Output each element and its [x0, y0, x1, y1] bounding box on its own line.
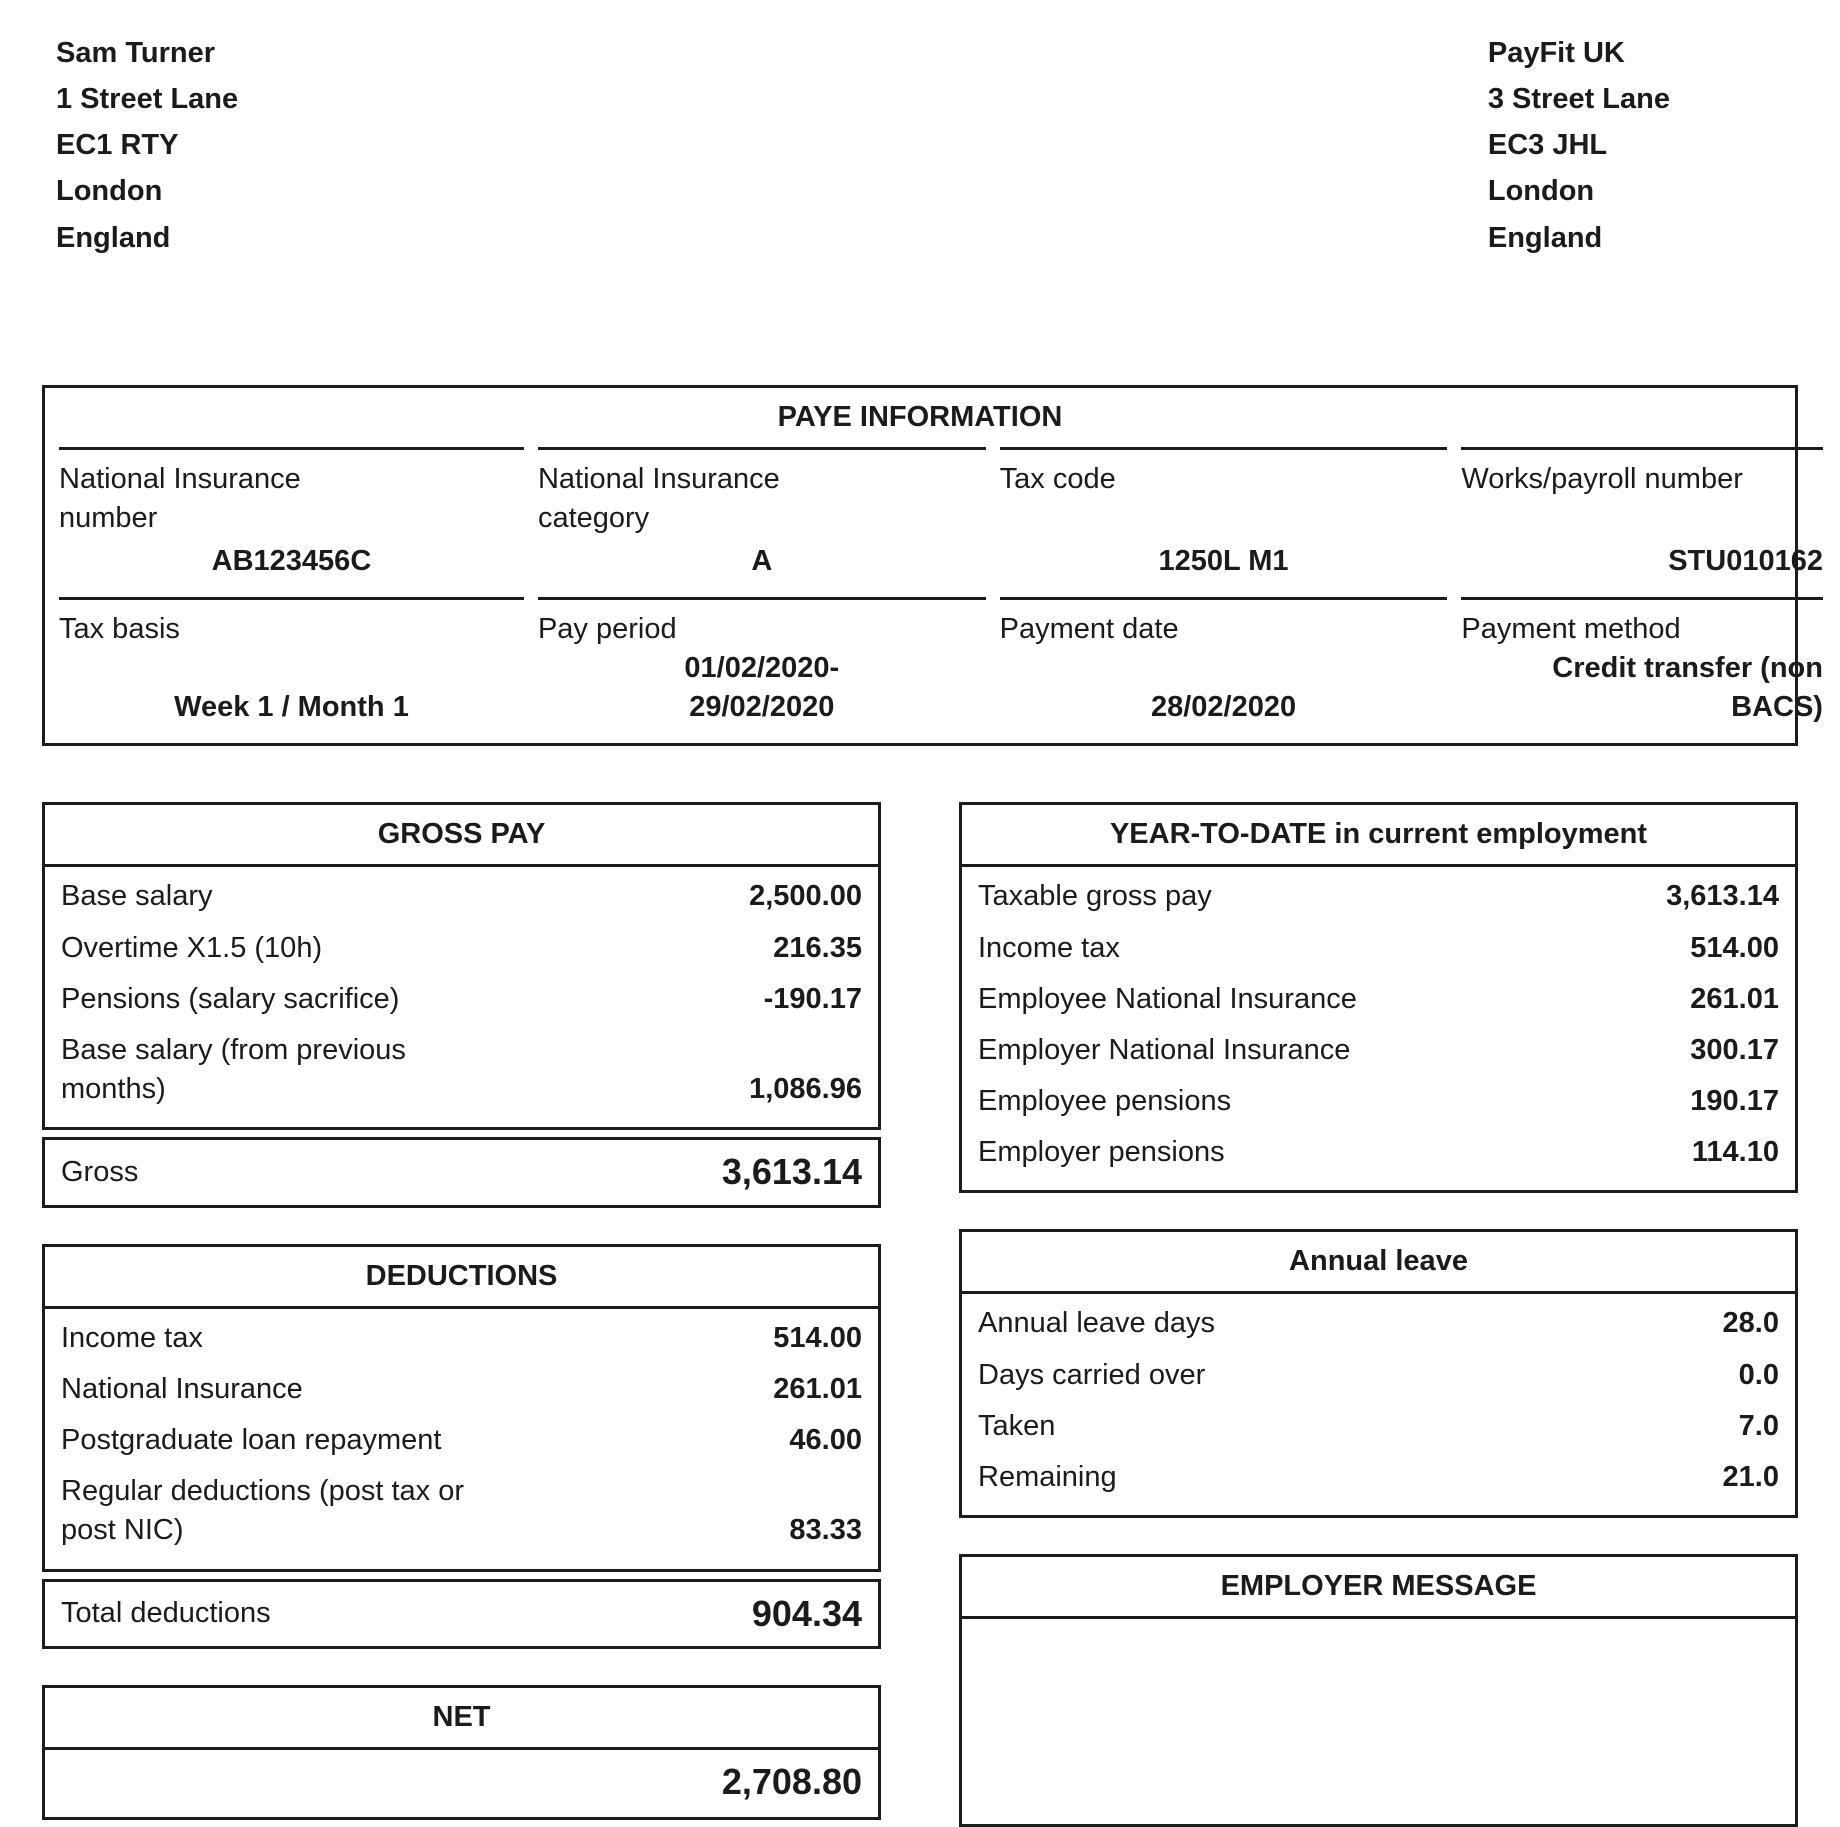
paye-field-label: Tax basis [59, 612, 180, 645]
net-title: NET [45, 1688, 878, 1750]
employer-postcode: EC3 JHL [1487, 129, 1608, 162]
row-label: Base salary [61, 880, 213, 913]
body-columns [42, 802, 1798, 1827]
gross-pay-title: GROSS PAY [45, 805, 878, 867]
paye-field-label: National Insurance category [537, 462, 780, 534]
annual-leave-title: Annual leave [962, 1232, 1795, 1294]
table-row [978, 1298, 1779, 1349]
employer-address [1488, 34, 1670, 265]
row-label: Postgraduate loan repayment [61, 1424, 442, 1457]
paye-field-value: Week 1 / Month 1 [174, 691, 409, 724]
employer-city: London [1487, 175, 1595, 208]
row-label: Regular deductions (post tax or post NIC) [61, 1475, 464, 1547]
row-value: 1,086.96 [749, 1072, 862, 1105]
row-value: 190.17 [1690, 1084, 1779, 1117]
table-row [978, 1452, 1779, 1503]
row-value: 300.17 [1690, 1033, 1779, 1066]
annual-leave-rows [962, 1294, 1795, 1515]
row-label: Income tax [61, 1321, 203, 1354]
paye-field-value: A [751, 544, 773, 577]
row-label: Pensions (salary sacrifice) [61, 982, 400, 1015]
paye-field-label: Works/payroll number [1461, 462, 1743, 495]
table-row [978, 1350, 1779, 1401]
row-label: Days carried over [978, 1358, 1206, 1391]
row-value: -190.17 [763, 982, 862, 1015]
paye-field-tax-basis [59, 597, 524, 743]
deductions-total-label: Total deductions [61, 1597, 271, 1630]
address-section [42, 34, 1798, 265]
employee-country: England [56, 221, 171, 254]
paye-field-pay-period [538, 597, 986, 743]
table-row [978, 871, 1779, 922]
paye-title: PAYE INFORMATION [777, 400, 1063, 433]
paye-field-value: 1250L M1 [1158, 544, 1289, 577]
row-label: Remaining [978, 1460, 1117, 1493]
table-row [978, 1127, 1779, 1178]
employee-address [56, 34, 238, 265]
table-row [61, 1364, 862, 1415]
table-row [61, 1313, 862, 1364]
paye-field-ni-number [59, 447, 524, 597]
net-box [42, 1685, 881, 1820]
table-row [61, 1466, 862, 1556]
row-label: Base salary (from previous months) [61, 1033, 406, 1105]
row-value: 83.33 [789, 1514, 862, 1547]
row-label: Annual leave days [978, 1307, 1215, 1340]
employee-address-line: 1 Street Lane [56, 83, 239, 116]
paye-field-ni-category [538, 447, 986, 597]
gross-total-label: Gross [61, 1155, 139, 1188]
deductions-total-box [42, 1579, 881, 1650]
employer-message-title: EMPLOYER MESSAGE [962, 1557, 1795, 1619]
row-value: 261.01 [1690, 982, 1779, 1015]
row-value: 2,500.00 [749, 880, 862, 913]
year-to-date-title: YEAR-TO-DATE in current employment [962, 805, 1795, 867]
row-label: National Insurance [61, 1372, 303, 1405]
gross-pay-rows [45, 867, 878, 1127]
paye-field-label: Tax code [999, 462, 1116, 495]
employee-name: Sam Turner [56, 37, 216, 69]
left-column [42, 802, 881, 1820]
table-row [61, 1025, 862, 1115]
right-column [959, 802, 1798, 1827]
row-label: Overtime X1.5 (10h) [61, 931, 323, 964]
row-value: 216.35 [773, 931, 862, 964]
row-label: Employer National Insurance [978, 1033, 1351, 1066]
deductions-rows [45, 1309, 878, 1569]
employee-city: London [56, 175, 163, 208]
row-value: 114.10 [1691, 1136, 1779, 1169]
paye-field-value: 28/02/2020 [1150, 691, 1297, 724]
row-value: 46.00 [789, 1424, 862, 1457]
table-row [978, 974, 1779, 1025]
employer-message-box [959, 1554, 1798, 1827]
net-body [45, 1750, 878, 1817]
paye-field-label: Pay period [537, 612, 677, 645]
row-label: Employee National Insurance [978, 982, 1357, 1015]
deductions-total-value: 904.34 [751, 1592, 862, 1634]
paye-field-value: AB123456C [211, 544, 372, 577]
year-to-date-box [959, 802, 1798, 1193]
paye-field-payment-date [1000, 597, 1448, 743]
paye-field-value: Credit transfer (non BACS) [1552, 651, 1823, 724]
paye-row-2 [45, 597, 1823, 743]
paye-field-label: Payment method [1461, 612, 1681, 645]
row-value: 0.0 [1738, 1358, 1779, 1391]
employer-country: England [1487, 221, 1603, 254]
table-row [61, 871, 862, 922]
paye-row-1 [45, 447, 1823, 597]
paye-field-value: 01/02/2020-29/02/2020 [684, 651, 840, 724]
deductions-title: DEDUCTIONS [45, 1247, 878, 1309]
gross-total-value: 3,613.14 [721, 1151, 862, 1193]
employee-postcode: EC1 RTY [56, 129, 179, 162]
net-value: 2,708.80 [721, 1761, 862, 1803]
paye-field-tax-code [1000, 447, 1448, 597]
employer-message-body [962, 1619, 1795, 1824]
row-value: 7.0 [1738, 1409, 1779, 1442]
row-label: Taken [978, 1409, 1056, 1442]
row-label: Income tax [978, 931, 1120, 964]
year-to-date-rows [962, 867, 1795, 1190]
paye-field-label: National Insurance number [59, 462, 301, 534]
paye-field-payroll-number [1461, 447, 1823, 597]
deductions-box [42, 1244, 881, 1572]
row-value: 261.01 [773, 1372, 862, 1405]
row-value: 21.0 [1722, 1460, 1779, 1493]
row-value: 514.00 [773, 1321, 862, 1354]
paye-field-label: Payment date [999, 612, 1179, 645]
table-row [978, 1025, 1779, 1076]
employer-address-line: 3 Street Lane [1487, 83, 1670, 116]
row-value: 514.00 [1690, 931, 1779, 964]
row-value: 3,613.14 [1666, 880, 1779, 913]
row-label: Employer pensions [978, 1136, 1225, 1169]
table-row [61, 974, 862, 1025]
gross-pay-box [42, 802, 881, 1130]
row-label: Employee pensions [978, 1084, 1232, 1117]
table-row [61, 1415, 862, 1466]
table-row [978, 1076, 1779, 1127]
paye-information-table [42, 385, 1823, 747]
paye-field-value: STU010162 [1668, 544, 1823, 577]
employer-name: PayFit UK [1487, 37, 1625, 69]
table-row [978, 923, 1779, 974]
row-label: Taxable gross pay [978, 880, 1212, 913]
table-row [978, 1401, 1779, 1452]
paye-field-payment-method [1461, 597, 1823, 743]
table-row [61, 923, 862, 974]
gross-total-box [42, 1137, 881, 1208]
annual-leave-box [959, 1229, 1798, 1518]
row-value: 28.0 [1722, 1307, 1779, 1340]
